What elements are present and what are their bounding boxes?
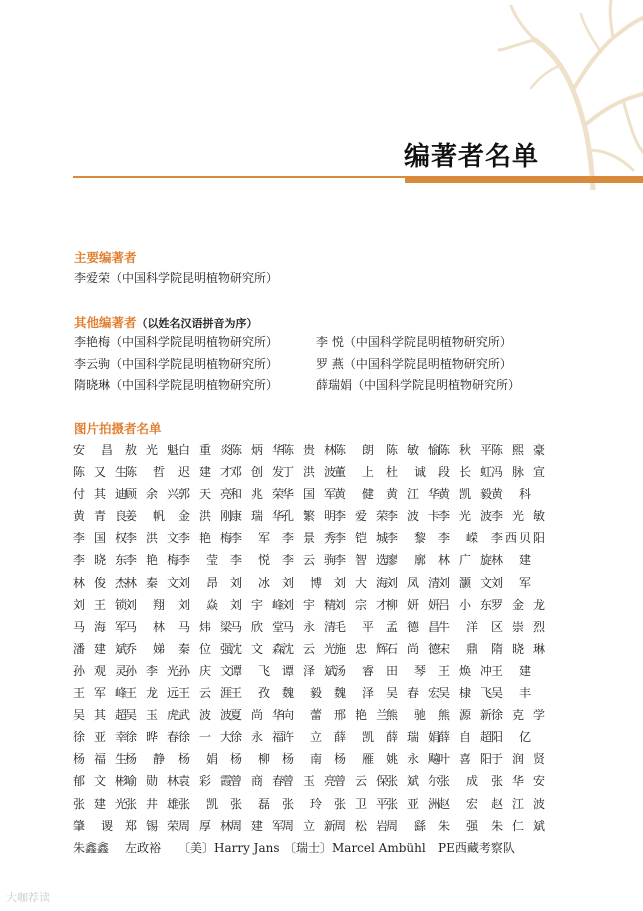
photographer-name: 于润贤 — [491, 752, 545, 767]
photographer-row — [73, 728, 543, 750]
photographer-name: 林秦文 — [125, 575, 179, 590]
photographer-name: 李晓东 — [73, 553, 127, 568]
photographer-name: 付其迪 — [73, 487, 127, 502]
photographer-name: 李景秀 — [282, 531, 336, 546]
photographer-name: 袁彩霞 — [178, 774, 232, 789]
photographer-name: 孙庆文 — [178, 663, 232, 678]
photographer-name: 王孜 — [230, 686, 270, 701]
photographer-name: 刘焱 — [178, 597, 218, 612]
photographer-name: 和兆荣 — [230, 487, 284, 502]
photographer-name: 刘宇精 — [282, 597, 336, 612]
photographer-name: 秦位强 — [178, 641, 232, 656]
photographer-name: 区崇烈 — [491, 619, 545, 634]
photographer-name: 李军 — [230, 531, 270, 546]
photographer-name: 肇谡 — [73, 818, 113, 833]
photographer-name: 李黎 — [386, 531, 426, 546]
photographer-name: 马欣堂 — [230, 619, 284, 634]
photographer-name: 张亚洲 — [386, 796, 440, 811]
photographer-name: 李艳梅 — [178, 531, 232, 546]
photographer-name: 柳妍妍 — [386, 597, 440, 612]
photographer-name: 毛平 — [334, 619, 374, 634]
photographer-name: 马永清 — [282, 619, 336, 634]
photographer-row — [73, 441, 543, 463]
photographer-row — [73, 574, 543, 596]
photographer-name: 武波波 — [178, 708, 232, 723]
photographer-name: 董上 — [334, 465, 374, 480]
photographer-name: 喻勋林 — [125, 774, 179, 789]
photographer-name: 李铠城 — [334, 531, 388, 546]
photographer-name: 黄科 — [491, 487, 531, 502]
photographer-row — [73, 817, 543, 839]
photographer-name: 杨柳 — [230, 752, 270, 767]
photographer-name: 李波卡 — [386, 509, 440, 524]
photographer-name: 石尚德 — [386, 641, 440, 656]
photographer-name: 李莹 — [178, 553, 218, 568]
photographers-heading: 图片拍摄者名单 — [74, 421, 162, 436]
photographer-row — [73, 596, 543, 618]
photographer-name: 马林 — [125, 619, 165, 634]
photographer-name: 沈文森 — [230, 641, 284, 656]
photographer-name: 张玲 — [282, 796, 322, 811]
photographer-name: 熊驰 — [386, 708, 426, 723]
photographer-row — [73, 529, 543, 551]
main-editor-entry: 李爱荣（中国科学院昆明植物研究所） — [74, 271, 279, 285]
photographer-name: 李光波 — [438, 509, 492, 524]
photographer-name: 向蕾 — [282, 708, 322, 723]
photographer-name: 杨南 — [282, 752, 322, 767]
photographer-name: 金洪刚 — [178, 509, 232, 524]
photographer-name: 王军峰 — [73, 686, 127, 701]
editor-entry: 李 悦（中国科学院昆明植物研究所） — [316, 335, 512, 349]
photographer-name: 杨福生 — [73, 752, 127, 767]
photographer-name: 林建 — [491, 553, 531, 568]
photographer-name: 陈秋平 — [438, 443, 492, 457]
photographer-name: 〔瑞士〕Marcel Ambühl — [284, 840, 426, 855]
photographer-name: 刘昂 — [178, 575, 218, 590]
photographer-name: 许立 — [282, 730, 322, 745]
photographer-name: 白重炎 — [178, 443, 232, 457]
photographer-row — [73, 750, 543, 772]
photographer-name: 黄青良 — [73, 509, 127, 524]
photographer-name: 曾云保 — [334, 774, 388, 789]
photographer-name: 刘军 — [491, 575, 531, 590]
main-editors-heading: 主要编著者 — [74, 250, 137, 265]
photographer-name: 陈炳华 — [230, 443, 284, 457]
editor-entry: 罗 燕（中国科学院昆明植物研究所） — [316, 357, 512, 371]
photographer-name: 张卫平 — [334, 796, 388, 811]
watermark: 大咖荐读 — [6, 891, 50, 904]
photographer-name: 隋晓琳 — [491, 641, 545, 656]
photographer-row — [73, 839, 543, 861]
photographer-name: 曾玉亮 — [282, 774, 336, 789]
photographer-name: 李艳梅 — [125, 553, 179, 568]
editor-entry: 李艳梅（中国科学院昆明植物研究所） — [74, 335, 279, 349]
photographer-name: 邓创发 — [230, 465, 284, 480]
photographer-name: 李云驹 — [282, 553, 336, 568]
photographer-name: 周建军 — [230, 818, 284, 833]
photographer-name: 林广旋 — [438, 553, 492, 568]
photographer-name: 吴其超 — [73, 708, 127, 723]
photographer-name: 朱鑫鑫 — [73, 840, 110, 855]
photographer-row — [73, 684, 543, 706]
photographer-name: 谭飞 — [230, 663, 270, 678]
photographer-name: 张建光 — [73, 796, 127, 811]
photographer-name: 谭泽斌 — [282, 663, 336, 678]
photographer-row — [73, 706, 543, 728]
photographer-name: 田琴 — [386, 663, 426, 678]
other-editors-heading: 其他编著者（以姓名汉语拼音为序） — [74, 315, 258, 330]
photographer-name: 熊源新 — [438, 708, 492, 723]
editor-entry: 隋晓琳（中国科学院昆明植物研究所） — [74, 378, 279, 392]
photographer-name: 郭天亮 — [178, 487, 232, 502]
photographer-name: 杨静 — [125, 752, 165, 767]
photographer-name: 李悦 — [230, 553, 270, 568]
photographer-name: 安昌 — [73, 443, 113, 457]
photographer-name: 刘凤清 — [386, 575, 440, 590]
photographer-name: 刘翔 — [125, 597, 165, 612]
photographer-name: 刘宇峰 — [230, 597, 284, 612]
photographer-name: 牛洋 — [438, 619, 478, 634]
photographer-name: 刘博 — [282, 575, 322, 590]
photographer-name: 杨雁 — [334, 752, 374, 767]
photographer-name: 朱仁斌 — [491, 818, 545, 833]
photographer-name: 陈哲 — [125, 465, 165, 480]
photographer-name: 徐亚幸 — [73, 730, 127, 745]
photographer-name: 吕小东 — [438, 597, 492, 612]
photographer-name: 赵江波 — [491, 796, 545, 811]
photographer-name: 周立新 — [282, 818, 336, 833]
photographer-name: 林俊杰 — [73, 575, 127, 590]
photographer-name: 丁洪波 — [282, 465, 336, 480]
photographer-row — [73, 795, 543, 817]
photographer-name: 陈朗 — [334, 443, 374, 457]
photographer-row — [73, 551, 543, 573]
photographer-name: 刘宗才 — [334, 597, 388, 612]
ordering-note: （以姓名汉语拼音为序） — [136, 317, 258, 330]
photographer-name: 张华安 — [491, 774, 545, 789]
photographer-row — [73, 507, 543, 529]
photographer-name: 康瑞华 — [230, 509, 284, 524]
photographer-name: 李光敏 — [491, 509, 545, 524]
page-title: 编著者名单 — [403, 142, 539, 172]
photographer-name: 李西贝阳 — [491, 531, 545, 546]
photographer-name: 夏尚华 — [230, 708, 284, 723]
photographer-name: 薛凯 — [334, 730, 374, 745]
photographer-row — [73, 640, 543, 662]
photographer-name: 徐晔春 — [125, 730, 179, 745]
photographer-name: 刘王锁 — [73, 597, 127, 612]
photographer-name: 郁文彬 — [73, 774, 127, 789]
photographer-name: 沈云光 — [282, 641, 336, 656]
photographer-name: 周繇 — [386, 818, 426, 833]
photographer-name: 李嵘 — [438, 531, 478, 546]
photographer-name: 孟德昌 — [386, 619, 440, 634]
photographer-name: 陈敏愉 — [386, 443, 440, 457]
photographer-name: 赵宏 — [438, 796, 478, 811]
photographer-name: 潘建斌 — [73, 641, 127, 656]
photographer-name: 敖光魁 — [125, 443, 179, 457]
photographer-name: 张磊 — [230, 796, 270, 811]
photographer-name: 姜帆 — [125, 509, 165, 524]
photographer-name: 李智选 — [334, 553, 388, 568]
photographer-name: 顾余兴 — [125, 487, 179, 502]
photographer-name: 张井雄 — [125, 796, 179, 811]
photographer-name: 王龙远 — [125, 686, 179, 701]
photographer-name: 魏毅 — [282, 686, 322, 701]
photographer-name: 孙李光 — [125, 663, 179, 678]
photographer-name: 施忠辉 — [334, 641, 388, 656]
photographer-name: 阳亿 — [491, 730, 531, 745]
photographer-name: 王焕冲 — [438, 663, 492, 678]
photographer-name: 徐一大 — [178, 730, 232, 745]
photographer-name: 郑锡荣 — [125, 818, 179, 833]
photographer-name: 张成 — [438, 774, 478, 789]
editor-entry: 李云驹（中国科学院昆明植物研究所） — [74, 357, 279, 371]
photographer-name: 杨娟 — [178, 752, 218, 767]
photographer-name: 迟建才 — [178, 465, 232, 480]
photographer-name: 张凯 — [178, 796, 218, 811]
photographer-name: 徐永福 — [230, 730, 284, 745]
photographer-name: 杜诚 — [386, 465, 426, 480]
photographer-row — [73, 618, 543, 640]
photographer-name: 华国军 — [282, 487, 336, 502]
photographer-row — [73, 463, 543, 485]
photographer-name: 乔娣 — [125, 641, 165, 656]
photographer-name: 曾商春 — [230, 774, 284, 789]
photographer-name: 廖廓 — [386, 553, 426, 568]
editor-entry: 薛瑞娟（中国科学院昆明植物研究所） — [316, 378, 521, 392]
photographer-name: 叶喜阳 — [438, 752, 492, 767]
photographer-name: 陈熙豪 — [491, 443, 545, 457]
photographer-name: 黄健 — [334, 487, 374, 502]
photographer-name: 宋鼎 — [438, 641, 478, 656]
photographer-name: 孔繁明 — [282, 509, 336, 524]
photographer-name: 周厚林 — [178, 818, 232, 833]
photographer-name: 姚永飚 — [386, 752, 440, 767]
photographer-name: 吴棣飞 — [438, 686, 492, 701]
photographer-name: PE西藏考察队 — [438, 840, 515, 855]
photographer-name: 刘大海 — [334, 575, 388, 590]
photographer-name: 左政裕 — [125, 840, 162, 855]
photographer-name: 冯脉宣 — [491, 465, 545, 480]
photographer-row — [73, 772, 543, 794]
photographer-name: 马炜梁 — [178, 619, 232, 634]
photographer-name: 邢艳兰 — [334, 708, 388, 723]
photographer-name: 吴丰 — [491, 686, 531, 701]
photographer-name: 孙观灵 — [73, 663, 127, 678]
photographer-name: 罗金龙 — [491, 597, 545, 612]
photographer-name: 王云涯 — [178, 686, 232, 701]
title-rule-accent — [405, 177, 643, 183]
photographer-name: 刘冰 — [230, 575, 270, 590]
photographer-name: 魏泽 — [334, 686, 374, 701]
photographer-name: 薛瑞娟 — [386, 730, 440, 745]
photographer-name: 李洪文 — [125, 531, 179, 546]
photographer-name: 徐克学 — [491, 708, 545, 723]
photographer-name: 陈又生 — [73, 465, 127, 480]
photographer-name: 吴玉虎 — [125, 708, 179, 723]
photographer-name: 汤睿 — [334, 663, 374, 678]
photographer-name: 段长虹 — [438, 465, 492, 480]
photographer-name: 王建 — [491, 663, 531, 678]
photographer-name: 周松岩 — [334, 818, 388, 833]
photographer-name: 黄江华 — [386, 487, 440, 502]
photographer-name: 刘灏文 — [438, 575, 492, 590]
photographer-name: 薛自超 — [438, 730, 492, 745]
photographer-name: 李爱荣 — [334, 509, 388, 524]
photographer-name: 〔美〕Harry Jans — [178, 840, 280, 855]
photographer-name: 张斌尔 — [386, 774, 440, 789]
photographer-name: 朱强 — [438, 818, 478, 833]
photographers-grid — [73, 441, 543, 861]
photographer-name: 黄凯毅 — [438, 487, 492, 502]
photographer-name: 马海军 — [73, 619, 127, 634]
photographer-name: 陈贵林 — [282, 443, 336, 457]
photographer-row — [73, 662, 543, 684]
photographer-name: 吴春宏 — [386, 686, 440, 701]
photographer-row — [73, 485, 543, 507]
photographer-name: 李国权 — [73, 531, 127, 546]
